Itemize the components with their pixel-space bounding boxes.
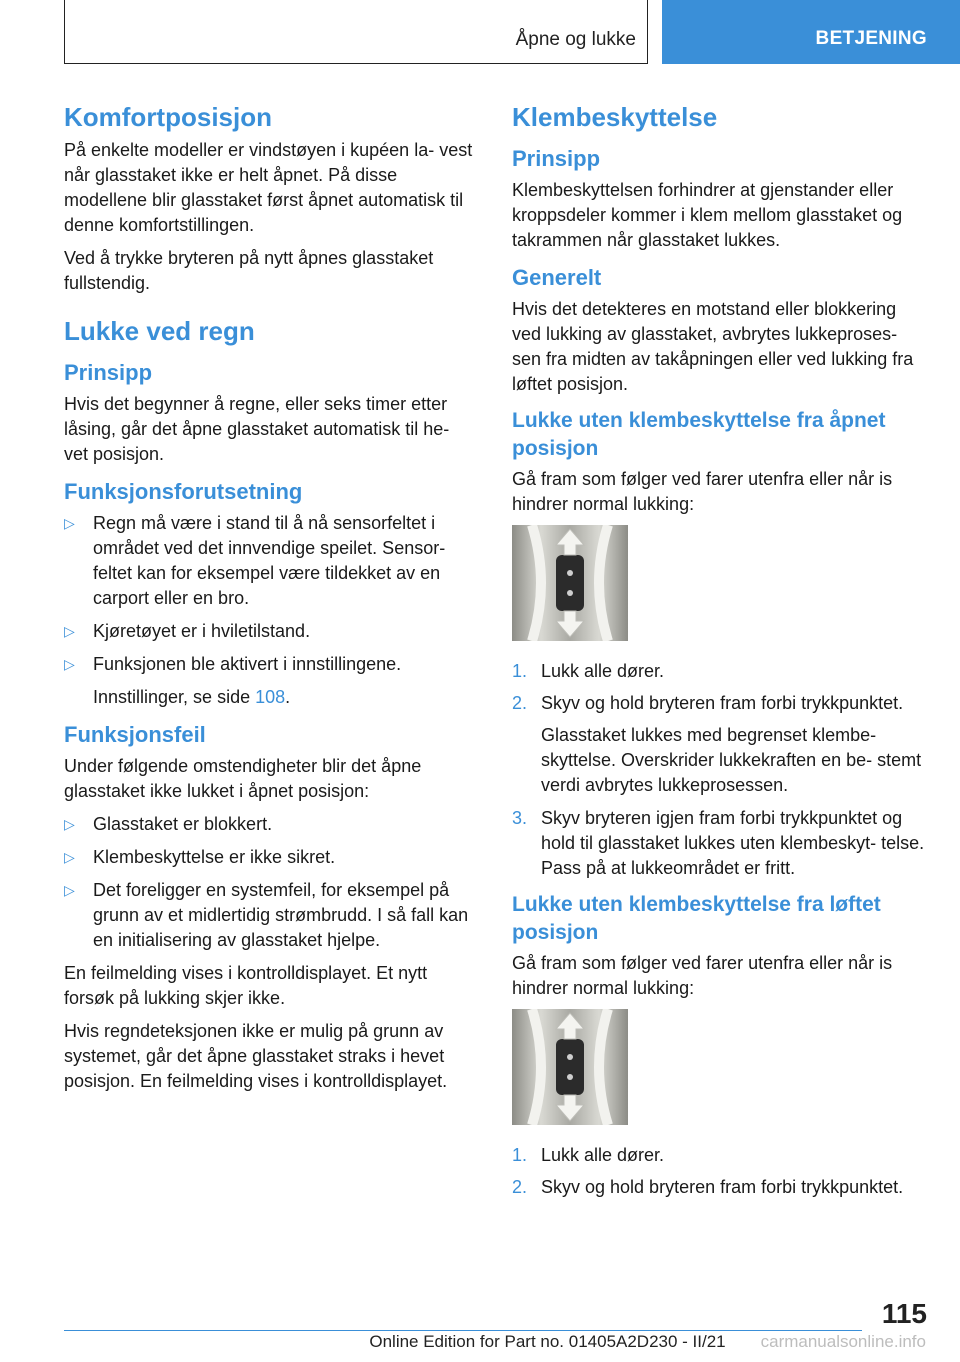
settings-reference: Innstillinger, se side 108. <box>93 687 291 707</box>
list-item: ▷ Klembeskyttelse er ikke sikret. <box>64 845 478 870</box>
steps-raised-list <box>512 1143 926 1200</box>
heading-lukke-ved-regn: Lukke ved regn <box>64 316 255 346</box>
heading-funksjonsforutsetning: Funksjonsforutsetning <box>64 479 303 504</box>
paragraph: Gå fram som følger ved farer utenfra eller når is hindrer normal lukking: <box>512 953 893 998</box>
requirements-list <box>64 511 478 677</box>
steps-open-list-cont <box>512 806 926 881</box>
triangle-bullet-icon: ▷ <box>64 656 75 672</box>
step-note: Glasstaket lukkes med begrenset klembe- skyttelse. Overskrider lukkekraften en be- stemt verdi avbrytes lukkeprosessen. <box>541 725 922 795</box>
heading-komfortposisjon: Komfortposisjon <box>64 102 272 132</box>
list-item: ▷ Regn må være i stand til å nå sensorfeltet i området ved det innvendige speilet. Sensor- feltet kan for eksempel være tildekket av en carport eller en bro. <box>64 513 446 608</box>
paragraph: Ved å trykke bryteren på nytt åpnes glasstaket fullstendig. <box>64 248 434 293</box>
paragraph: Hvis det detekteres en motstand eller blokkering ved lukking av glasstaket, avbrytes lukkeproses- sen fra midten av takåpningen eller ved lukking fra løftet posisjon. <box>512 299 914 394</box>
list-item: 2. Skyv og hold bryteren fram forbi trykkpunktet. <box>512 1177 904 1197</box>
heading-klembeskyttelse: Klembeskyttelse <box>512 102 718 132</box>
page-link[interactable]: 108 <box>255 687 286 707</box>
list-item: 3. Skyv bryteren igjen fram forbi trykkpunktet og hold til glasstaket lukkes uten klembeskyt- telse. Pass på at lukkeområdet er fritt. <box>512 808 925 878</box>
paragraph: Under følgende omstendigheter blir det åpne glasstaket ikke lukket i åpnet posisjon: <box>64 756 422 801</box>
steps-open-list <box>512 659 926 716</box>
triangle-bullet-icon: ▷ <box>64 849 75 865</box>
triangle-bullet-icon: ▷ <box>64 623 75 639</box>
paragraph: Hvis det begynner å regne, eller seks timer etter låsing, går det åpne glasstaket automatisk til he- vet posisjon. <box>64 394 450 464</box>
heading-lukke-apnet: Lukke uten klembeskyttelse fra åpnet posisjon <box>512 409 886 460</box>
roof-switch-illustration <box>512 1009 628 1125</box>
paragraph: Hvis regndeteksjonen ikke er mulig på grunn av systemet, går det åpne glasstaket straks i hevet posisjon. En feilmelding vises i kontrolldisplayet. <box>64 1021 448 1091</box>
chapter-tab <box>662 0 960 64</box>
list-item: 1. Lukk alle dører. <box>512 661 665 681</box>
paragraph: Klembeskyttelsen forhindrer at gjenstander eller kroppsdeler kommer i klem mellom glasstaket og takrammen når glasstaket lukkes. <box>512 180 903 250</box>
list-item: ▷ Det foreligger en systemfeil, for eksempel på grunn av et midlertidig strømbrudd. I så fall kan en initialisering av glasstaket hjelpe. <box>64 880 469 950</box>
triangle-bullet-icon: ▷ <box>64 816 75 832</box>
roof-switch-image <box>512 1009 628 1125</box>
list-item: 2. Skyv og hold bryteren fram forbi trykkpunktet. <box>512 693 904 713</box>
paragraph: Gå fram som følger ved farer utenfra eller når is hindrer normal lukking: <box>512 469 893 514</box>
list-item: ▷ Funksjonen ble aktivert i innstillingene. <box>64 652 478 677</box>
paragraph: På enkelte modeller er vindstøyen i kupéen la- vest når glasstaket ikke er helt åpnet. På disse modellene blir glasstaket først åpnet automatisk til denne komfortstillingen. <box>64 140 473 235</box>
heading-prinsipp: Prinsipp <box>64 360 153 385</box>
heading-lukke-loftet: Lukke uten klembeskyttelse fra løftet posisjon <box>512 893 881 944</box>
list-item: ▷ Kjøretøyet er i hviletilstand. <box>64 619 478 644</box>
watermark: carmanualsonline.info <box>760 1332 926 1351</box>
heading-generelt: Generelt <box>512 265 602 290</box>
triangle-bullet-icon: ▷ <box>64 882 75 898</box>
chapter-label: BETJENING <box>815 28 927 49</box>
roof-switch-image <box>512 525 628 641</box>
page-number: 115 <box>881 1298 927 1329</box>
heading-funksjonsfeil: Funksjonsfeil <box>64 722 206 747</box>
edition-text: Online Edition for Part no. 01405A2D230 - II/21 <box>369 1332 726 1351</box>
list-item: 1. Lukk alle dører. <box>512 1145 665 1165</box>
triangle-bullet-icon: ▷ <box>64 515 75 531</box>
roof-switch-illustration <box>512 525 628 641</box>
list-item: ▷ Glasstaket er blokkert. <box>64 812 478 837</box>
left-column <box>64 100 478 1102</box>
malfunction-list <box>64 812 478 953</box>
paragraph: En feilmelding vises i kontrolldisplayet. Et nytt forsøk på lukking skjer ikke. <box>64 963 428 1008</box>
section-title: Åpne og lukke <box>515 29 636 50</box>
footer-divider <box>64 1330 862 1331</box>
right-column <box>512 100 926 1207</box>
heading-prinsipp: Prinsipp <box>512 146 601 171</box>
